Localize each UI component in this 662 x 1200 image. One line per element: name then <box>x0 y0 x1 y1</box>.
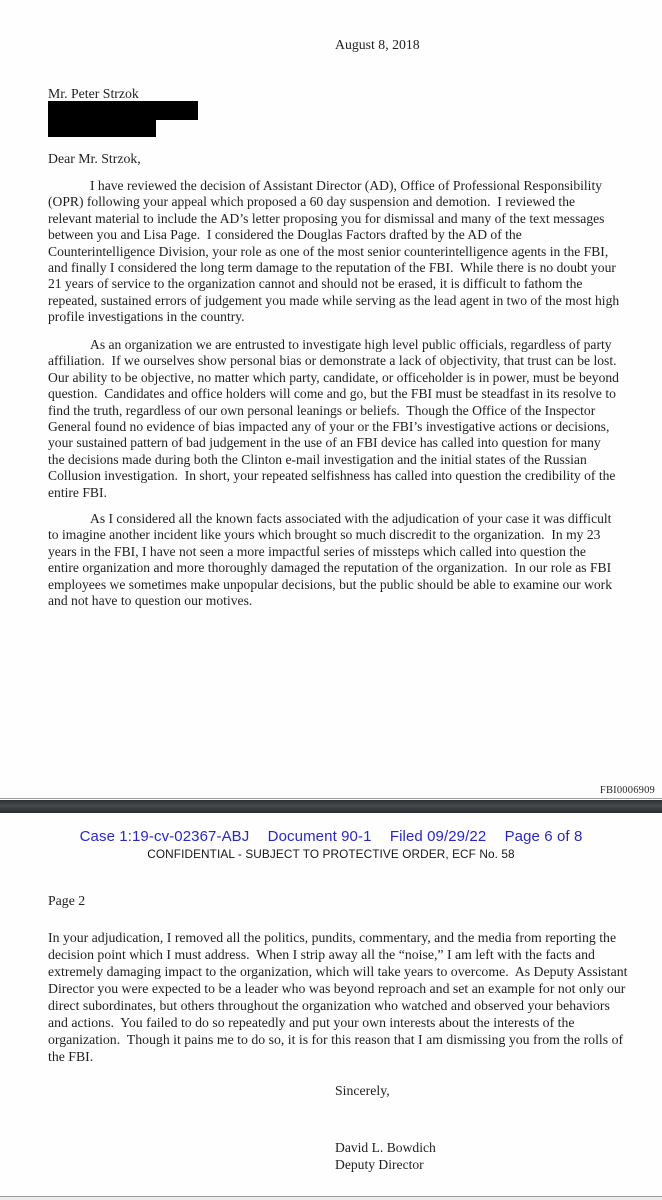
salutation: Dear Mr. Strzok, <box>48 151 141 166</box>
case-number: Case 1:19-cv-02367-ABJ <box>79 828 250 845</box>
signature-block <box>335 1139 436 1173</box>
signature-title: Deputy Director <box>335 1157 424 1172</box>
letter-paragraph-1: I have reviewed the decision of Assistant Director (AD), Office of Professional Responsibility (OPR) following your appeal which proposed a 60 day suspension and demotion. I reviewed the relevant material to include the AD’s letter proposing you for dismissal and many of the text messages between you and Lisa Page. I considered the Douglas Factors drafted by the AD of the Counterintelligence Division, your role as one of the most senior counterintelligence agents in the FBI, and finally I considered the long term damage to the reputation of the FBI. While there is no doubt your 21 years of service to the organization cannot and should not be erased, it is difficult to fathom the repeated, sustained errors of judgement you made while serving as the lead agent in two of the most high profile investigations in the country. <box>48 178 623 325</box>
confidential-notice: CONFIDENTIAL - SUBJECT TO PROTECTIVE ORDER, ECF No. 58 <box>147 847 515 861</box>
letter-paragraph-2: As an organization we are entrusted to investigate high level public officials, regardless of party affiliation. If we ourselves show personal bias or demonstrate a lack of objectivity, that trust can be lost. Our ability to be objective, no matter which party, candidate, or officeholder is in power, must be beyond question. Candidates and office holders will come and go, but the FBI must be steadfast in its resolve to find the truth, regardless of our own personal leanings or beliefs. Though the Office of the Inspector General found no evidence of bias impacted any of your or the FBI’s investigative actions or decisions, your sustained pattern of bad judgement in the use of an FBI device has called into question for many the decisions made during both the Clinton e-mail investigation and the initial states of the Russian Collusion investigation. In short, your repeated selfishness has called into question the credibility of the entire FBI. <box>48 337 624 500</box>
bates-number: FBI0006909 <box>599 785 655 796</box>
filed-date: Filed 09/29/22 <box>389 828 487 845</box>
page2-label: Page 2 <box>48 893 86 908</box>
redaction-bar-address-line-1 <box>48 101 198 120</box>
redaction-bar-address-line-2 <box>48 120 156 137</box>
closing-salutation: Sincerely, <box>335 1083 390 1098</box>
signature-name: David L. Bowdich <box>335 1140 436 1155</box>
page-indicator: Page 6 of 8 <box>504 828 583 845</box>
page-separator-bar <box>0 800 662 813</box>
letter-date: August 8, 2018 <box>335 37 420 52</box>
page2-paragraph: In your adjudication, I removed all the politics, pundits, commentary, and the media from reporting the decision point which I must address. When I strip away all the “noise,” I am left with the facts and extremely damaging impact to the organization, which will take years to overcome. As Deputy Assistant Director you were expected to be a leader who was beyond reproach and set an example for not only our direct subordinates, but others throughout the organization who watched and observed your behaviors and actions. You failed to do so repeatedly and put your own interests about the interests of the organization. Though it pains me to do so, it is for this reason that I am dismissing you from the rolls of the FBI. <box>48 930 631 1064</box>
court-filing-header <box>0 828 662 845</box>
letter-paragraph-3: As I considered all the known facts associated with the adjudication of your case it was difficult to imagine another incident like yours which brought so much discredit to the organization. In my 23 years in the FBI, I have not seen a more impactful series of missteps which called into question the entire organization and more thoroughly damaged the reputation of the organization. In our role as FBI employees we sometimes make unpopular decisions, but the public should be able to examine our work and not have to question our motives. <box>48 511 616 609</box>
document-number: Document 90-1 <box>267 828 372 845</box>
recipient-name: Mr. Peter Strzok <box>48 86 139 101</box>
page-edge-divider <box>0 798 662 799</box>
